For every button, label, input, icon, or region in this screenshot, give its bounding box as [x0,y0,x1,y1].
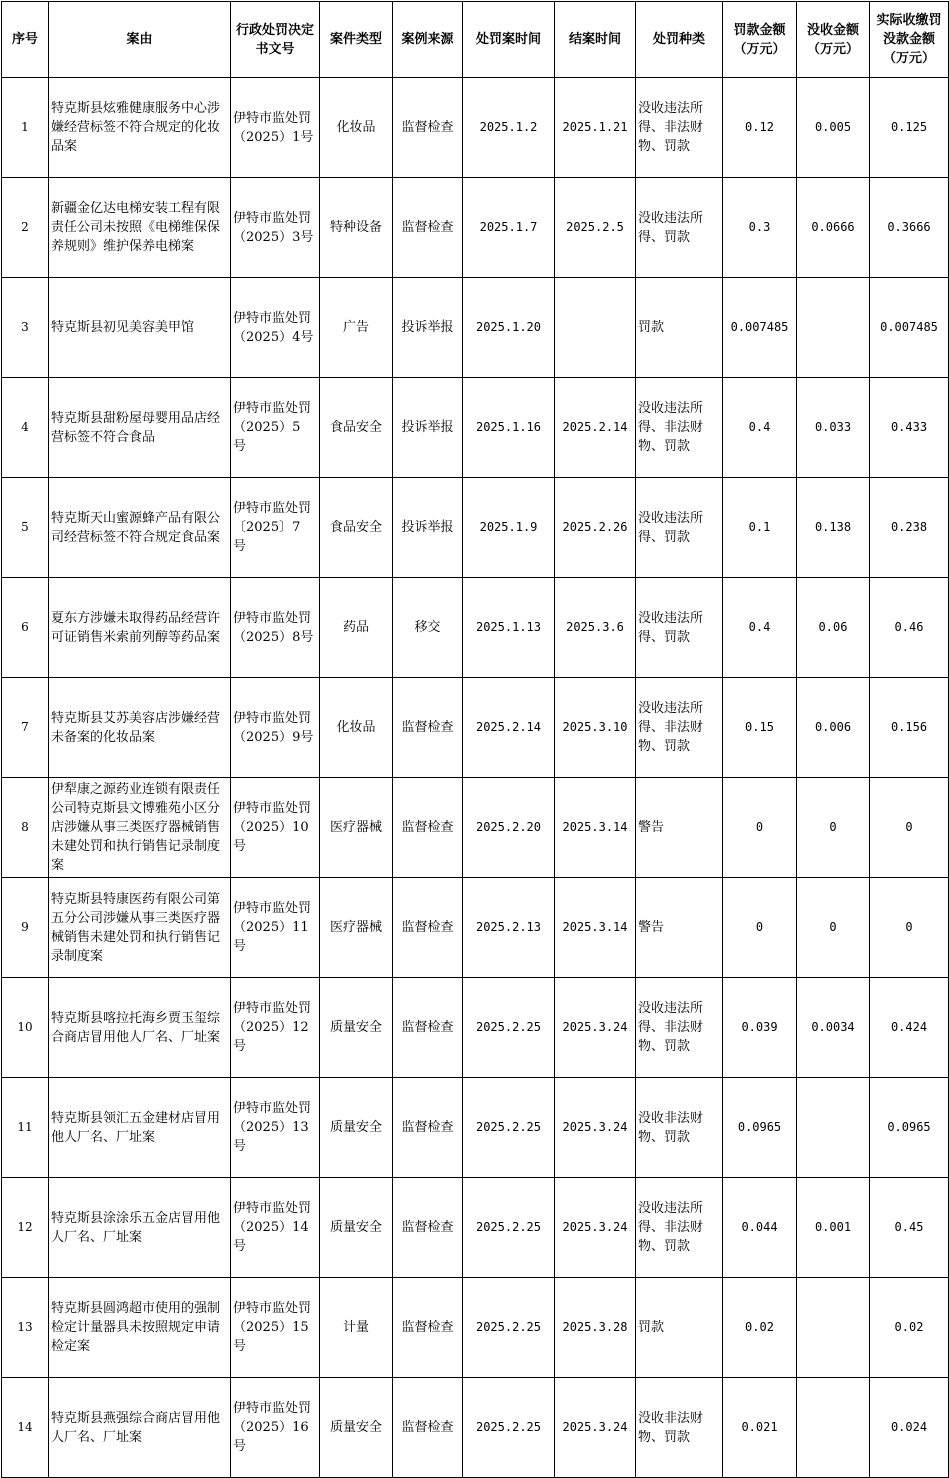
cell-fine: 0.4 [723,578,797,678]
cell-total: 0.46 [870,578,949,678]
cell-start: 2025.1.13 [463,578,555,678]
table-row [2,1378,949,1478]
cell-end: 2025.1.21 [555,78,636,178]
cell-source: 监督检查 [393,978,463,1078]
cell-cause: 特克斯县初见美容美甲馆 [49,278,231,378]
cell-fine: 0 [723,878,797,978]
cell-no: 14 [2,1378,49,1478]
cell-no: 13 [2,1278,49,1378]
table-row [2,78,949,178]
cell-source: 投诉举报 [393,378,463,478]
cell-confiscate: 0.0666 [797,178,870,278]
cell-total: 0.024 [870,1378,949,1478]
cell-end: 2025.3.14 [555,878,636,978]
cell-start: 2025.1.16 [463,378,555,478]
header-cell: 罚款金额（万元） [723,2,797,78]
cell-penalty: 警告 [636,778,723,878]
cell-penalty: 没收违法所得、罚款 [636,178,723,278]
cell-type: 食品安全 [320,378,393,478]
cell-no: 12 [2,1178,49,1278]
cell-type: 食品安全 [320,478,393,578]
cell-doc: 伊特市监处罚（2025）3号 [231,178,320,278]
table-row [2,878,949,978]
cell-confiscate: 0.138 [797,478,870,578]
cell-cause: 特克斯天山蜜源蜂产品有限公司经营标签不符合规定食品案 [49,478,231,578]
cell-total: 0.433 [870,378,949,478]
cell-confiscate: 0.005 [797,78,870,178]
cell-source: 监督检查 [393,1178,463,1278]
cell-cause: 特克斯县领汇五金建材店冒用他人厂名、厂址案 [49,1078,231,1178]
cell-fine: 0.007485 [723,278,797,378]
header-cell: 案例来源 [393,2,463,78]
cell-end: 2025.3.10 [555,678,636,778]
table-row [2,278,949,378]
cell-source: 监督检查 [393,178,463,278]
table-row [2,1078,949,1178]
table-row [2,778,949,878]
header-cell: 行政处罚决定书文号 [231,2,320,78]
cell-start: 2025.2.25 [463,978,555,1078]
cell-source: 监督检查 [393,678,463,778]
cell-type: 医疗器械 [320,778,393,878]
cell-source: 移交 [393,578,463,678]
cell-type: 质量安全 [320,1078,393,1178]
cell-confiscate: 0 [797,778,870,878]
cell-type: 化妆品 [320,678,393,778]
cell-start: 2025.1.2 [463,78,555,178]
table-body [2,78,949,1478]
cell-doc: 伊特市监处罚（2025）4号 [231,278,320,378]
cell-doc: 伊特市监处罚（2025）12号 [231,978,320,1078]
cell-no: 5 [2,478,49,578]
penalty-cases-table [1,1,949,1478]
cell-source: 监督检查 [393,1278,463,1378]
cell-cause: 特克斯县特康医药有限公司第五分公司涉嫌从事三类医疗器械销售未建处罚和执行销售记录制度案 [49,878,231,978]
cell-cause: 特克斯县喀拉托海乡贾玉玺综合商店冒用他人厂名、厂址案 [49,978,231,1078]
cell-fine: 0.3 [723,178,797,278]
cell-fine: 0.02 [723,1278,797,1378]
table-row [2,1278,949,1378]
cell-fine: 0.0965 [723,1078,797,1178]
cell-confiscate: 0 [797,878,870,978]
cell-fine: 0.044 [723,1178,797,1278]
cell-type: 质量安全 [320,1178,393,1278]
cell-end: 2025.2.26 [555,478,636,578]
cell-penalty: 没收非法财物、罚款 [636,1378,723,1478]
cell-end [555,278,636,378]
cell-fine: 0 [723,778,797,878]
cell-doc: 伊特市监处罚〔2025〕7 号 [231,478,320,578]
cell-penalty: 没收违法所得、非法财物、罚款 [636,978,723,1078]
cell-penalty: 没收违法所得、非法财物、罚款 [636,678,723,778]
cell-cause: 特克斯县艾苏美容店涉嫌经营未备案的化妆品案 [49,678,231,778]
cell-doc: 伊特市监处罚（2025）11号 [231,878,320,978]
cell-penalty: 没收非法财物、罚款 [636,1078,723,1178]
header-cell: 案由 [49,2,231,78]
cell-no: 4 [2,378,49,478]
header-row [2,2,949,78]
cell-penalty: 没收违法所得、非法财物、罚款 [636,1178,723,1278]
cell-doc: 伊特市监处罚（2025）16号 [231,1378,320,1478]
cell-no: 11 [2,1078,49,1178]
cell-cause: 特克斯县燕强综合商店冒用他人厂名、厂址案 [49,1378,231,1478]
cell-penalty: 没收违法所得、非法财物、罚款 [636,78,723,178]
cell-type: 质量安全 [320,978,393,1078]
cell-cause: 夏东方涉嫌未取得药品经营许可证销售米索前列醇等药品案 [49,578,231,678]
cell-type: 特种设备 [320,178,393,278]
cell-end: 2025.3.28 [555,1278,636,1378]
cell-end: 2025.3.24 [555,1378,636,1478]
cell-doc: 伊特市监处罚（2025）10号 [231,778,320,878]
cell-source: 监督检查 [393,1078,463,1178]
cell-end: 2025.3.6 [555,578,636,678]
cell-penalty: 没收违法所得、罚款 [636,578,723,678]
cell-doc: 伊特市监处罚（2025）1号 [231,78,320,178]
cell-no: 10 [2,978,49,1078]
cell-cause: 伊犁康之源药业连锁有限责任公司特克斯县文博雅苑小区分店涉嫌从事三类医疗器械销售未建处罚和执行销售记录制度案 [49,778,231,878]
cell-no: 3 [2,278,49,378]
cell-confiscate: 0.033 [797,378,870,478]
header-cell: 案件类型 [320,2,393,78]
cell-start: 2025.2.25 [463,1178,555,1278]
cell-fine: 0.021 [723,1378,797,1478]
header-cell: 实际收缴罚没款金额（万元） [870,2,949,78]
cell-total: 0.02 [870,1278,949,1378]
cell-penalty: 罚款 [636,278,723,378]
cell-no: 2 [2,178,49,278]
cell-start: 2025.2.25 [463,1078,555,1178]
cell-source: 投诉举报 [393,478,463,578]
cell-source: 监督检查 [393,778,463,878]
cell-cause: 特克斯县炫雅健康服务中心涉嫌经营标签不符合规定的化妆品案 [49,78,231,178]
cell-source: 监督检查 [393,878,463,978]
cell-end: 2025.3.14 [555,778,636,878]
cell-cause: 特克斯县甜粉屋母婴用品店经营标签不符合食品 [49,378,231,478]
cell-total: 0.0965 [870,1078,949,1178]
table-row [2,478,949,578]
cell-confiscate: 0.006 [797,678,870,778]
table-row [2,1178,949,1278]
table-row [2,378,949,478]
cell-no: 8 [2,778,49,878]
cell-end: 2025.3.24 [555,1178,636,1278]
cell-confiscate: 0.0034 [797,978,870,1078]
cell-type: 质量安全 [320,1378,393,1478]
cell-confiscate [797,278,870,378]
cell-cause: 新疆金亿达电梯安装工程有限责任公司未按照《电梯维保保养规则》维护保养电梯案 [49,178,231,278]
cell-total: 0.3666 [870,178,949,278]
cell-start: 2025.1.7 [463,178,555,278]
cell-end: 2025.2.5 [555,178,636,278]
cell-type: 药品 [320,578,393,678]
cell-fine: 0.1 [723,478,797,578]
cell-cause: 特克斯县涂涂乐五金店冒用他人厂名、厂址案 [49,1178,231,1278]
cell-start: 2025.2.25 [463,1278,555,1378]
cell-doc: 伊特市监处罚（2025）13号 [231,1078,320,1178]
table-row [2,578,949,678]
cell-type: 广告 [320,278,393,378]
cell-source: 投诉举报 [393,278,463,378]
cell-total: 0.156 [870,678,949,778]
header-cell: 没收金额（万元） [797,2,870,78]
cell-no: 9 [2,878,49,978]
cell-doc: 伊特市监处罚（2025）5 号 [231,378,320,478]
cell-total: 0.125 [870,78,949,178]
cell-start: 2025.2.20 [463,778,555,878]
cell-start: 2025.2.25 [463,1378,555,1478]
cell-total: 0.007485 [870,278,949,378]
header-cell: 处罚案时间 [463,2,555,78]
header-cell: 序号 [2,2,49,78]
cell-no: 1 [2,78,49,178]
cell-end: 2025.2.14 [555,378,636,478]
cell-source: 监督检查 [393,1378,463,1478]
cell-doc: 伊特市监处罚（2025）9号 [231,678,320,778]
cell-total: 0 [870,778,949,878]
cell-fine: 0.15 [723,678,797,778]
cell-penalty: 罚款 [636,1278,723,1378]
cell-start: 2025.1.20 [463,278,555,378]
cell-start: 2025.2.13 [463,878,555,978]
cell-no: 7 [2,678,49,778]
cell-confiscate [797,1278,870,1378]
cell-start: 2025.2.14 [463,678,555,778]
cell-type: 医疗器械 [320,878,393,978]
cell-end: 2025.3.24 [555,1078,636,1178]
table-row [2,178,949,278]
cell-penalty: 没收违法所得、罚款 [636,478,723,578]
cell-confiscate [797,1078,870,1178]
cell-total: 0.45 [870,1178,949,1278]
header-cell: 处罚种类 [636,2,723,78]
cell-total: 0 [870,878,949,978]
cell-fine: 0.4 [723,378,797,478]
header-cell: 结案时间 [555,2,636,78]
cell-type: 计量 [320,1278,393,1378]
table-row [2,678,949,778]
cell-fine: 0.12 [723,78,797,178]
cell-confiscate [797,1378,870,1478]
cell-doc: 伊特市监处罚（2025）15号 [231,1278,320,1378]
cell-confiscate: 0.001 [797,1178,870,1278]
cell-penalty: 没收违法所得、非法财物、罚款 [636,378,723,478]
cell-cause: 特克斯县圆鸿超市使用的强制检定计量器具未按照规定申请检定案 [49,1278,231,1378]
cell-source: 监督检查 [393,78,463,178]
cell-doc: 伊特市监处罚（2025）14号 [231,1178,320,1278]
cell-start: 2025.1.9 [463,478,555,578]
cell-confiscate: 0.06 [797,578,870,678]
cell-total: 0.238 [870,478,949,578]
cell-doc: 伊特市监处罚（2025）8号 [231,578,320,678]
cell-penalty: 警告 [636,878,723,978]
cell-no: 6 [2,578,49,678]
cell-fine: 0.039 [723,978,797,1078]
cell-end: 2025.3.24 [555,978,636,1078]
cell-type: 化妆品 [320,78,393,178]
cell-total: 0.424 [870,978,949,1078]
table-row [2,978,949,1078]
